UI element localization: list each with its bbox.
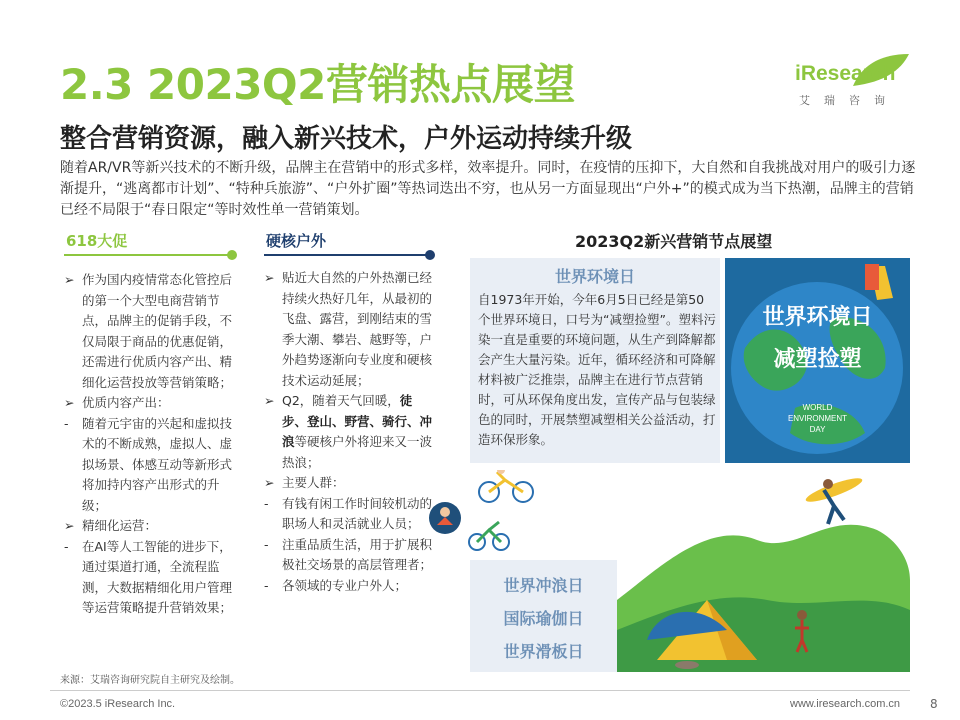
list-item: - 随着元宇宙的兴起和虚拟技术的不断成熟，虚拟人、虚拟场景、体感互动等新形式将加持内容产出形式的升级；: [64, 415, 233, 513]
list-item: ➢ 作为国内疫情常态化管控后的第一个大型电商营销节点，品牌主的促销手段，不仅局限于商品的优惠促销，还需进行优质内容产出、精细化运营投放等营销策略；: [64, 272, 233, 390]
iresearch-logo: [795, 52, 915, 112]
col2-divider-dot: [425, 250, 435, 260]
headline: 整合营销资源，融入新兴技术，户外运动持续升级: [60, 124, 633, 154]
col1-divider-dot: [227, 250, 237, 260]
poster-title: 世界环境日: [762, 305, 873, 330]
page-number: 8: [930, 697, 938, 711]
col2-list: [264, 268, 434, 596]
copyright: ©2023.5 iResearch Inc.: [60, 698, 176, 710]
col2-title: 硬核户外: [266, 232, 327, 250]
website-link[interactable]: www.iresearch.com.cn: [790, 698, 901, 710]
camping-landscape-illustration: [617, 500, 910, 672]
poster-slogan: 减塑捡塑: [773, 347, 862, 372]
poster-english: WORLD ENVIRONMENT DAY: [787, 403, 848, 434]
day-label-surf: 世界冲浪日: [503, 576, 584, 595]
intro-paragraph: 随着AR/VR等新兴技术的不断升级，品牌主在营销中的形式多样，效率提升。同时，在疫情的压抑下，大自然和自我挑战对用户的吸引力逐渐提升，“逃离都市计划”、“特种兵旅游”、“户外扩圈”等热词迭出不穷，也从另一方面显现出“户外+”的模式成为当下热潮，品牌主的营销已经不局限于“春日限定“等时效性单一营销策划。: [60, 160, 916, 218]
list-item: ➢ 优质内容产出：: [64, 395, 170, 410]
list-item: ➢ 精细化运营：: [64, 518, 158, 533]
logo-cn-text: 艾瑞咨询: [799, 94, 899, 107]
environment-day-text: 自1973年开始，今年6月5日已经是第50个世界环境日，口号为“减塑捡塑”。塑料污染一直是重要的环境问题，从生产到降解都会产生大量污染。近年，循环经济和可降解材料被广泛推崇，品牌主在进行节点营销时，可从环保角度出发，宣传产品与包装绿色的同时，开展禁塑减塑相关公益活动，打造环保形象。: [478, 292, 716, 447]
col2-divider: [264, 254, 430, 256]
list-item: ➢ 贴近大自然的户外热潮已经持续火热好几年，从最初的飞盘、露营，到刚结束的雪季大潮、攀岩、越野等，户外趋势逐渐向专业度和硬核技术运动延展；: [264, 270, 433, 388]
list-item: - 在AI等人工智能的进步下，通过渠道打通，全流程监测，大数据精细化用户管理等运营策略提升营销效果；: [64, 538, 233, 615]
source-note: 来源：艾瑞咨询研究院自主研究及绘制。: [60, 675, 240, 686]
day-label-skateboard: 世界滑板日: [503, 642, 584, 661]
list-item: ➢ 主要人群：: [264, 475, 345, 490]
environment-day-poster: [725, 258, 910, 463]
list-item: - 注重品质生活，用于扩展积极社交场景的高层管理者；: [264, 536, 433, 572]
right-section-title: 2023Q2新兴营销节点展望: [575, 232, 773, 251]
footer-divider: [50, 690, 910, 691]
col1-list: [64, 270, 236, 619]
list-item: - 各领域的专业户外人；: [264, 577, 408, 593]
col1-title: 618大促: [66, 232, 128, 250]
highlighted-sports: 徒步、登山、野营、骑行、冲浪: [282, 393, 433, 449]
day-label-yoga: 国际瑜伽日: [503, 609, 584, 628]
cyclists-illustration: [425, 470, 550, 560]
col1-divider: [64, 254, 232, 256]
list-item: - 有钱有闲工作时间较机动的职场人和灵活就业人员；: [264, 495, 433, 531]
logo-text: iResearch: [795, 62, 896, 85]
environment-day-title: 世界环境日: [554, 267, 635, 286]
list-item: ➢ Q2，随着天气回暖，徒步、登山、野营、骑行、冲浪等硬核户外将迎来又一波热浪；: [264, 393, 433, 470]
section-title: 2.3 2023Q2营销热点展望: [60, 60, 575, 109]
